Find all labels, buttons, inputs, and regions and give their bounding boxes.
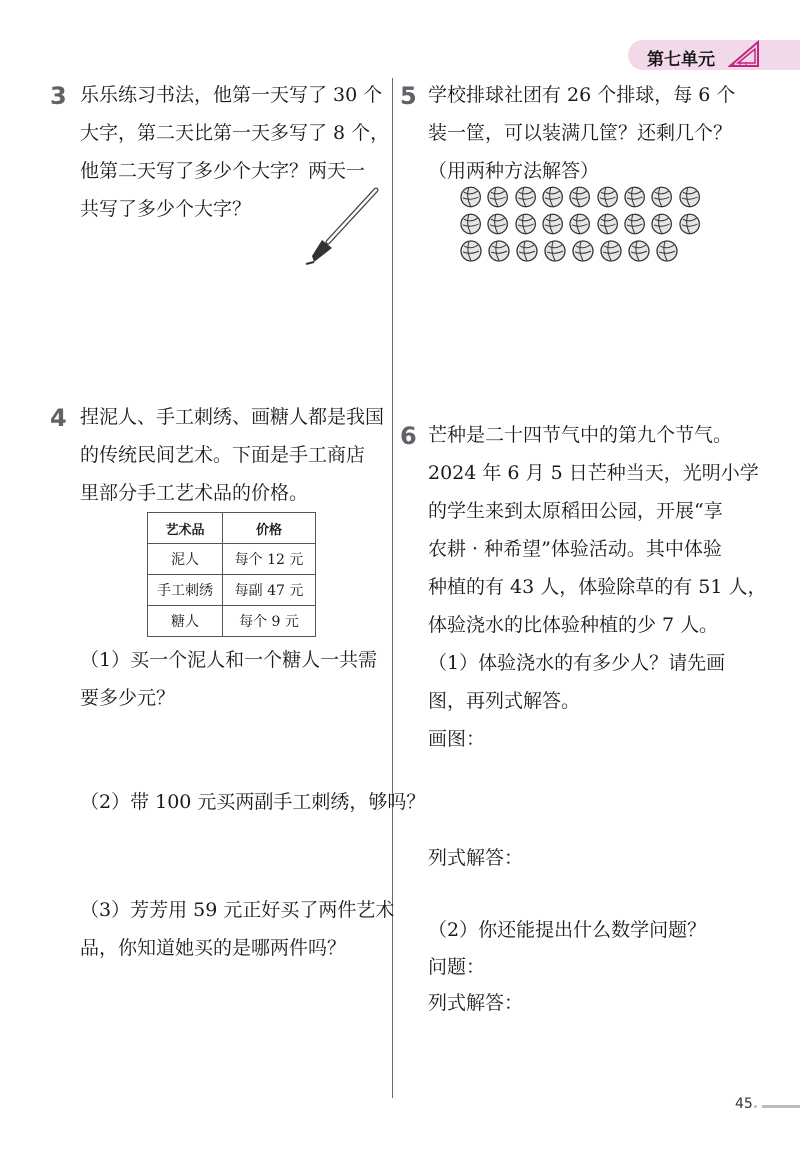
q4-sub3-line: 品，你知道她买的是哪两件吗？ [80,937,347,959]
volleyball-icon [679,186,700,208]
question-number-5: 5 [400,82,417,110]
question-5-text [428,76,735,190]
q6-line: 画图： [428,728,486,750]
page-bar [762,1105,800,1108]
volleyball-icon [628,240,650,262]
volleyball-icon [516,240,538,262]
page-number: 45 [735,1096,753,1112]
q4-line: 的传统民间艺术。下面是手工商店 [80,444,366,466]
volleyball-icon [624,213,645,235]
question-4-text [80,398,384,512]
volleyball-icon [572,240,594,262]
volleyball-icon [460,186,481,208]
table-header: 艺术品 [148,513,223,544]
q6-line: （1）体验浇水的有多少人？请先画 [428,652,726,674]
question-6-text [428,416,767,758]
q3-line: 他第二天写了多少个大字？两天一 [80,160,366,182]
volleyball-group [460,186,700,267]
table-cell: 每副 47 元 [223,575,316,606]
table-row [148,575,316,606]
table-cell: 手工刺绣 [148,575,223,606]
q4-line: 里部分手工艺术品的价格。 [80,482,309,504]
question-number-4: 4 [50,404,67,432]
volleyball-icon [651,213,672,235]
table-header: 价格 [223,513,316,544]
q6-line: 种植的有 43 人，体验除草的有 51 人， [428,576,767,598]
volleyball-icon [597,186,618,208]
q4-sub1 [80,641,377,717]
q4-sub2 [80,783,425,821]
q4-sub1-line: （1）买一个泥人和一个糖人一共需 [80,649,378,671]
table-row [148,606,316,637]
volleyball-icon [515,213,536,235]
q5-line: 装一筐，可以装满几筐？还剩几个？ [428,122,733,144]
table-cell: 每个 12 元 [223,544,316,575]
volleyball-icon [487,213,508,235]
q6-sub2: （2）你还能提出什么数学问题？ [428,919,707,941]
q5-line: 学校排球社团有 26 个排球，每 6 个 [428,84,736,106]
volleyball-row [460,213,700,235]
question-number-6: 6 [400,422,417,450]
volleyball-icon [515,186,536,208]
table-header-row [148,513,316,544]
q4-sub1-line: 要多少元？ [80,687,176,709]
q6-line: 体验浇水的比体验种植的少 7 人。 [428,614,719,636]
q4-line: 捏泥人、手工刺绣、画糖人都是我国 [80,406,385,428]
volleyball-icon [460,240,482,262]
volleyball-icon [488,240,510,262]
volleyball-icon [487,186,508,208]
brush-icon [300,186,382,266]
q6-line: 的学生来到太原稻田公园，开展“享 [428,500,723,522]
page-dot [754,1105,757,1108]
price-table [147,512,316,637]
q3-line: 共写了多少个大字？ [80,198,252,220]
volleyball-icon [569,213,590,235]
volleyball-icon [460,213,481,235]
triangle-ruler-icon [728,40,762,68]
q6-line: 芒种是二十四节气中的第九个节气。 [428,424,733,446]
q4-sub2-line: （2）带 100 元买两副手工刺绣，够吗？ [80,791,426,813]
q3-line: 乐乐练习书法，他第一天写了 30 个 [80,84,383,106]
q6-solve-label: 列式解答： [428,847,524,869]
q4-sub3 [80,891,394,967]
table-cell: 每个 9 元 [223,606,316,637]
volleyball-icon [679,213,700,235]
volleyball-icon [651,186,672,208]
q6-line: 农耕 · 种希望”体验活动。其中体验 [428,538,722,560]
volleyball-icon [624,186,645,208]
q6-question-label: 问题： [428,956,486,978]
volleyball-icon [597,213,618,235]
volleyball-icon [569,186,590,208]
volleyball-icon [544,240,566,262]
volleyball-row [460,240,700,262]
volleyball-icon [656,240,678,262]
q6-line: 2024 年 6 月 5 日芒种当天，光明小学 [428,462,759,484]
volleyball-row [460,186,700,208]
q6-line: 图，再列式解答。 [428,690,581,712]
q5-line: （用两种方法解答） [428,160,600,182]
table-cell: 泥人 [148,544,223,575]
q6-solve-label-2: 列式解答： [428,992,524,1014]
volleyball-icon [542,213,563,235]
volleyball-icon [542,186,563,208]
q4-sub3-line: （3）芳芳用 59 元正好买了两件艺术 [80,899,395,921]
q3-line: 大字，第二天比第一天多写了 8 个， [80,122,390,144]
unit-label: 第七单元 [647,50,715,70]
volleyball-icon [600,240,622,262]
table-cell: 糖人 [148,606,223,637]
table-row [148,544,316,575]
question-number-3: 3 [50,82,67,110]
